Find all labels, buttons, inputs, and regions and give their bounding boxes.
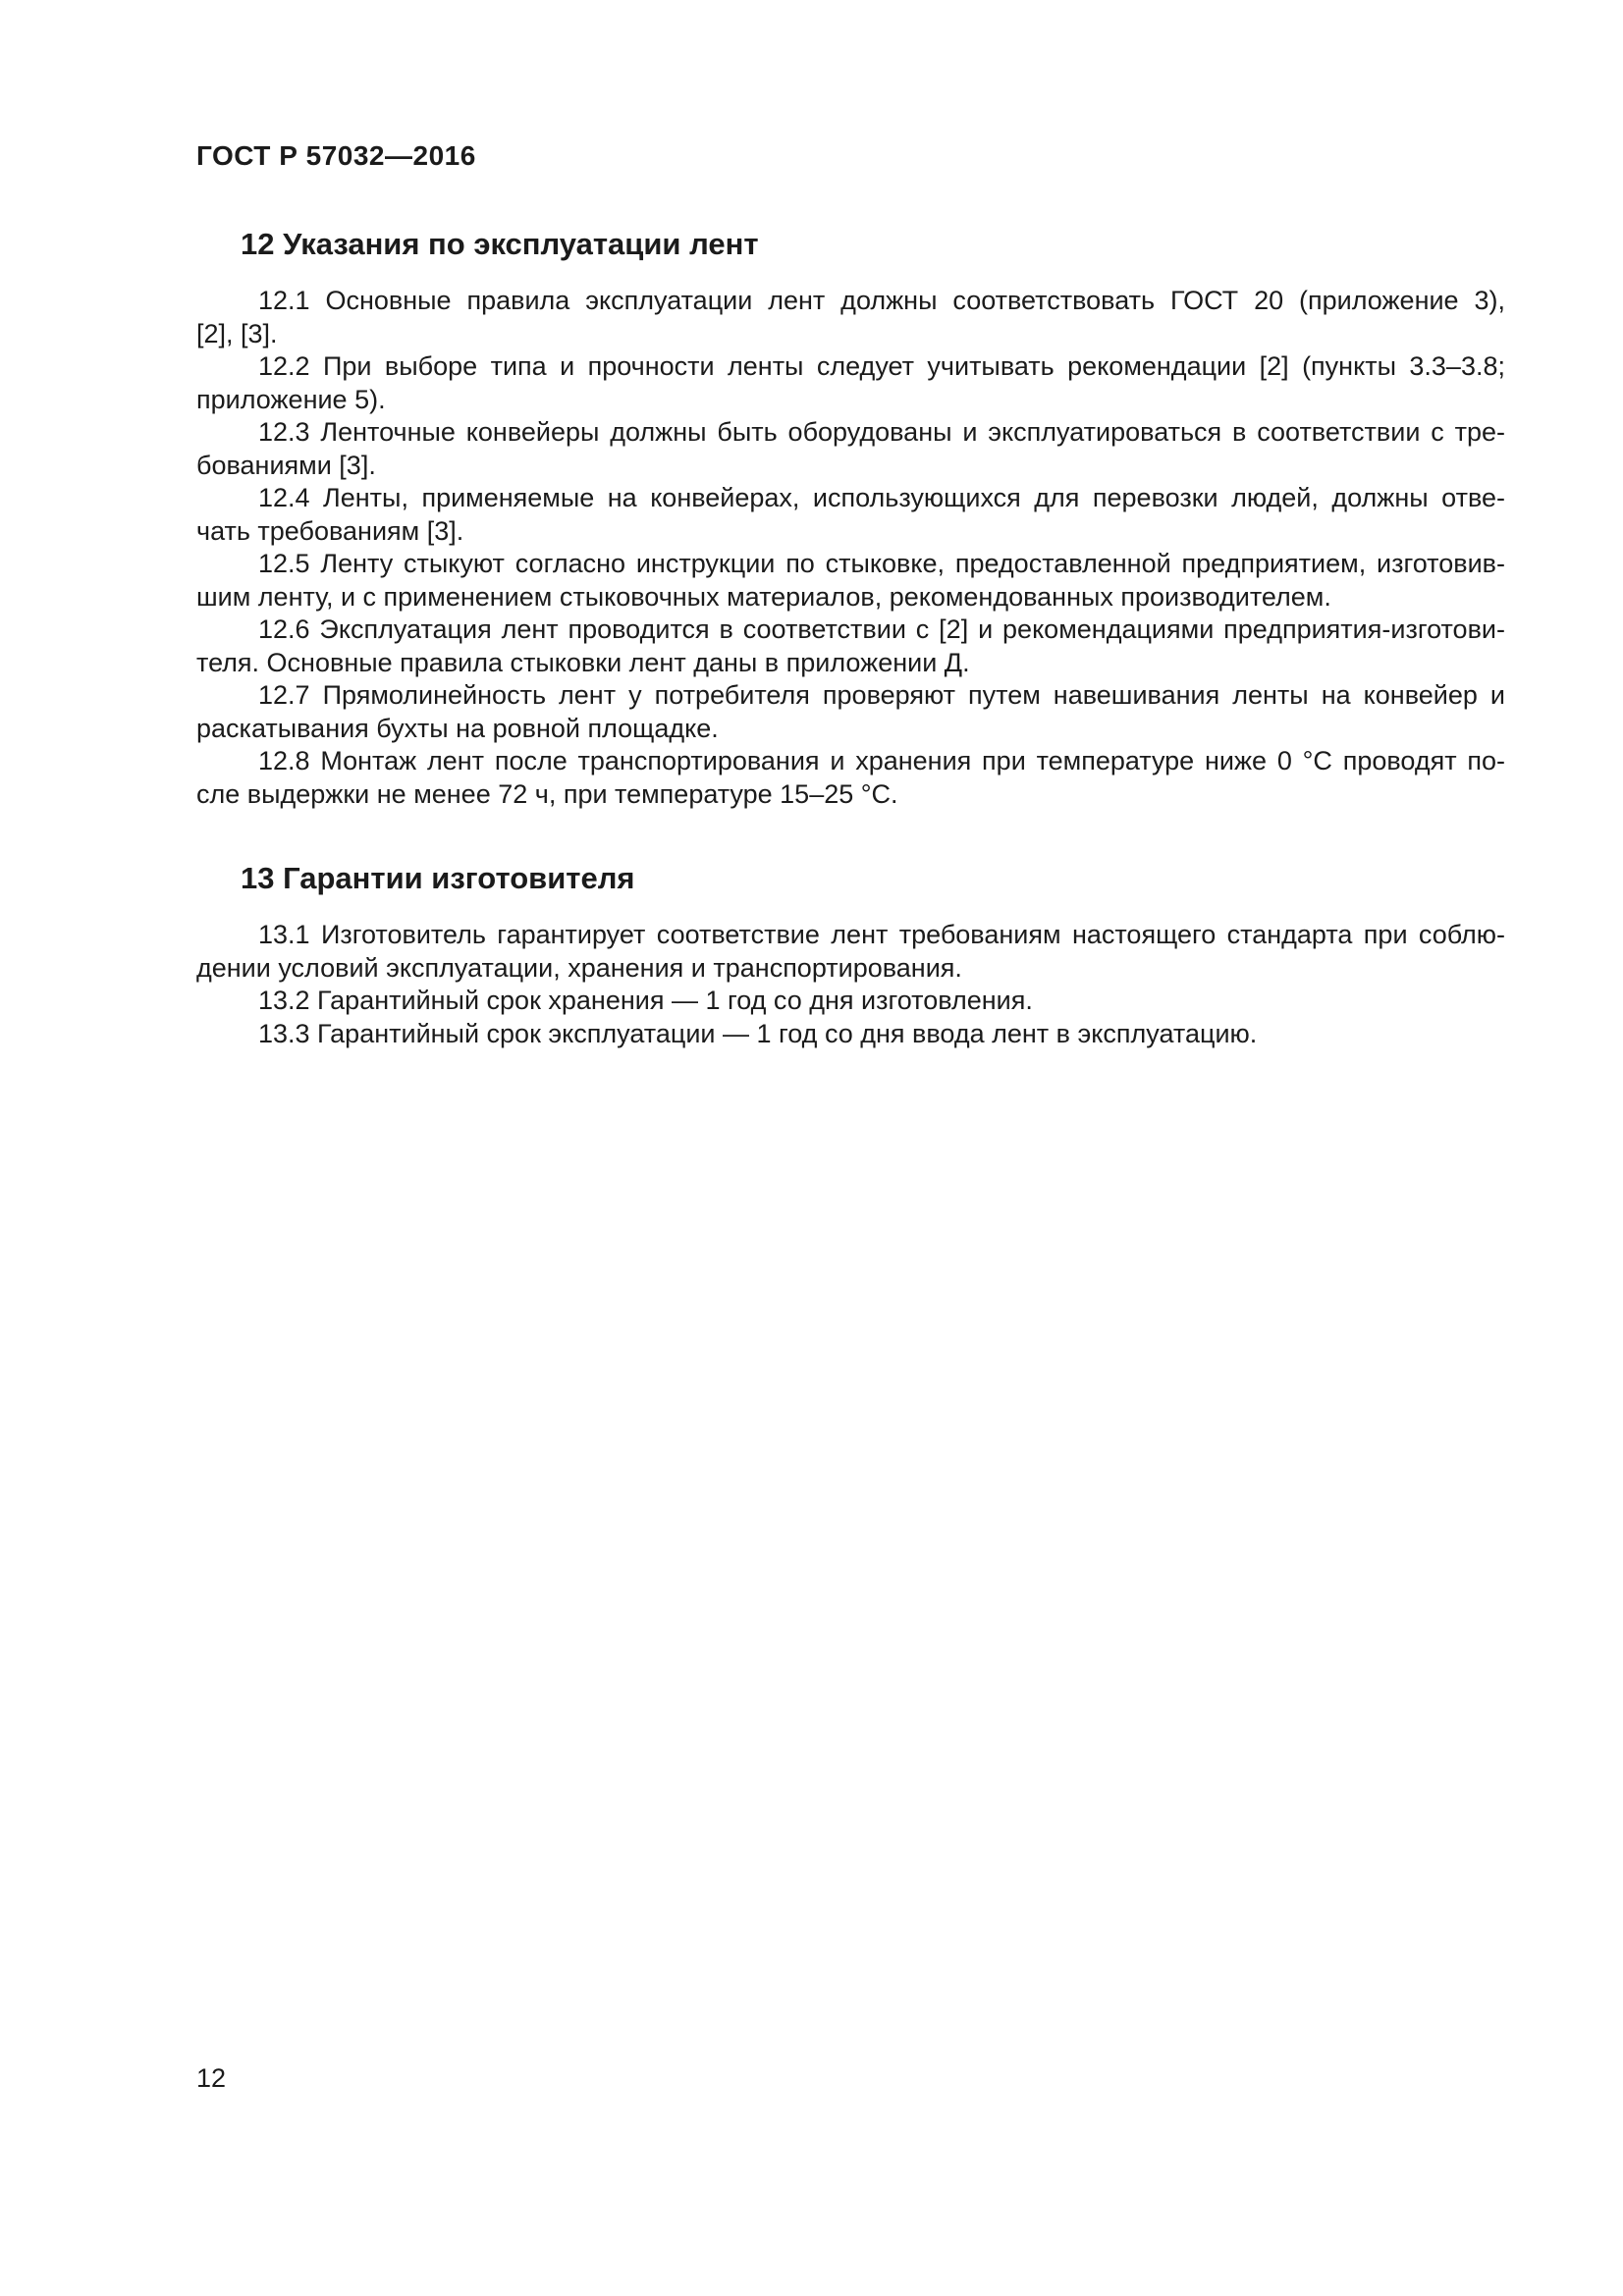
text-line: 13.2 Гарантийный срок хранения — 1 год со дня изготовления. bbox=[258, 986, 1033, 1015]
text-line: 12.1 Основные правила эксплуатации лент должны соответствовать ГОСТ 20 (приложение 3), bbox=[258, 286, 1505, 315]
paragraph-12-6 bbox=[196, 614, 1505, 679]
text-line: сле выдержки не менее 72 ч, при температуре 15–25 °С. bbox=[196, 778, 898, 809]
paragraph-12-3 bbox=[196, 416, 1505, 482]
text-line: бованиями [3]. bbox=[196, 450, 376, 480]
text-line: шим ленту, и с применением стыковочных материалов, рекомендованных производителем. bbox=[196, 581, 1331, 612]
paragraph-13-2 bbox=[196, 985, 1505, 1018]
text-line: 13.3 Гарантийный срок эксплуатации — 1 год со дня ввода лент в эксплуатацию. bbox=[258, 1018, 1258, 1048]
paragraph-12-1 bbox=[196, 285, 1505, 350]
text-block bbox=[196, 0, 1505, 1050]
text-line: раскатывания бухты на ровной площадке. bbox=[196, 713, 719, 743]
section-13-heading: 13 Гарантии изготовителя bbox=[241, 861, 635, 895]
text-line: 13.1 Изготовитель гарантирует соответствие лент требованиям настоящего стандарта при соблю- bbox=[258, 920, 1505, 949]
text-line: 12.6 Эксплуатация лент проводится в соответствии с [2] и рекомендациями предприятия-изготови- bbox=[258, 614, 1505, 644]
text-line: [2], [3]. bbox=[196, 318, 278, 348]
page-number: 12 bbox=[196, 2063, 227, 2093]
paragraph-13-3 bbox=[196, 1018, 1505, 1051]
text-line: приложение 5). bbox=[196, 384, 386, 414]
paragraph-13-1 bbox=[196, 919, 1505, 985]
paragraph-12-8 bbox=[196, 745, 1505, 811]
section-12-body bbox=[196, 285, 1505, 811]
paragraph-12-4 bbox=[196, 482, 1505, 548]
text-line: 12.7 Прямолинейность лент у потребителя проверяют путем навешивания ленты на конвейер и bbox=[258, 680, 1505, 710]
section-12-heading: 12 Указания по эксплуатации лент bbox=[241, 227, 759, 261]
running-header: ГОСТ Р 57032—2016 bbox=[196, 140, 476, 171]
section-13-body bbox=[196, 919, 1505, 1050]
text-line: 12.3 Ленточные конвейеры должны быть оборудованы и эксплуатироваться в соответствии с тре- bbox=[258, 417, 1505, 447]
text-line: теля. Основные правила стыковки лент даны в приложении Д. bbox=[196, 647, 970, 677]
text-line: дении условий эксплуатации, хранения и транспортирования. bbox=[196, 952, 962, 983]
text-line: 12.5 Ленту стыкуют согласно инструкции по стыковке, предоставленной предприятием, изготовив- bbox=[258, 549, 1505, 578]
text-line: 12.8 Монтаж лент после транспортирования и хранения при температуре ниже 0 °С проводят по- bbox=[258, 746, 1505, 775]
paragraph-12-2 bbox=[196, 350, 1505, 416]
text-line: 12.4 Ленты, применяемые на конвейерах, использующихся для перевозки людей, должны отве- bbox=[258, 483, 1505, 512]
text-line: чать требованиям [3]. bbox=[196, 515, 464, 546]
text-line: 12.2 При выборе типа и прочности ленты следует учитывать рекомендации [2] (пункты 3.3–3.8; bbox=[258, 351, 1505, 381]
paragraph-12-5 bbox=[196, 548, 1505, 614]
paragraph-12-7 bbox=[196, 679, 1505, 745]
